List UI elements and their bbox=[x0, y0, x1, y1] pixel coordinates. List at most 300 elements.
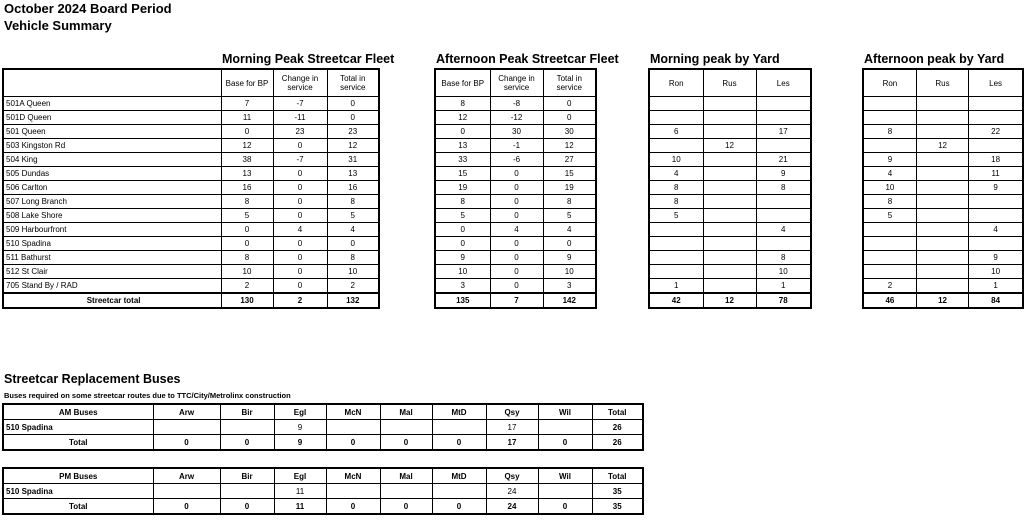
table-row bbox=[3, 111, 379, 125]
afternoon-fleet-table bbox=[434, 68, 597, 309]
cell-value: 30 bbox=[490, 125, 543, 139]
table-row bbox=[3, 251, 379, 265]
cell-value bbox=[916, 97, 968, 111]
cell-value: 10 bbox=[327, 265, 379, 279]
column-header: Total in service bbox=[327, 69, 379, 97]
bus-total-value: 35 bbox=[592, 499, 643, 515]
cell-value: 4 bbox=[543, 223, 596, 237]
table-row bbox=[863, 139, 1023, 153]
cell-value: -7 bbox=[273, 153, 327, 167]
cell-value: 4 bbox=[649, 167, 703, 181]
garage-header: Mal bbox=[380, 404, 432, 420]
cell-value bbox=[703, 111, 756, 125]
page-title: October 2024 Board Period bbox=[4, 1, 172, 16]
bus-total-value: 0 bbox=[380, 435, 432, 451]
cell-value: -7 bbox=[273, 97, 327, 111]
cell-value: 8 bbox=[863, 195, 916, 209]
cell-value: 0 bbox=[273, 181, 327, 195]
cell-value bbox=[863, 237, 916, 251]
garage-header: McN bbox=[326, 404, 380, 420]
garage-header: MtD bbox=[432, 404, 486, 420]
cell-value bbox=[649, 237, 703, 251]
table-row bbox=[435, 265, 596, 279]
table-row bbox=[863, 181, 1023, 195]
route-name: 508 Lake Shore bbox=[3, 209, 221, 223]
cell-value: 10 bbox=[435, 265, 490, 279]
bus-total-row bbox=[3, 435, 643, 451]
cell-value bbox=[756, 111, 811, 125]
cell-value: 17 bbox=[756, 125, 811, 139]
cell-value: 12 bbox=[435, 111, 490, 125]
cell-value: 8 bbox=[435, 97, 490, 111]
bus-total-value: 0 bbox=[326, 499, 380, 515]
cell-value: 0 bbox=[543, 237, 596, 251]
bus-total-value: 0 bbox=[153, 435, 220, 451]
bus-cell: 35 bbox=[592, 484, 643, 499]
cell-value: 4 bbox=[969, 223, 1023, 237]
cell-value: -6 bbox=[490, 153, 543, 167]
cell-value: 1 bbox=[969, 279, 1023, 294]
cell-value: 0 bbox=[273, 279, 327, 294]
cell-value: 5 bbox=[543, 209, 596, 223]
cell-value: 0 bbox=[221, 237, 273, 251]
cell-value: 0 bbox=[221, 125, 273, 139]
column-header: Les bbox=[756, 69, 811, 97]
bus-cell bbox=[220, 484, 274, 499]
cell-value: 0 bbox=[273, 209, 327, 223]
afternoon-yard-title: Afternoon peak by Yard bbox=[864, 52, 1005, 66]
route-header-blank bbox=[3, 69, 221, 97]
cell-value: -8 bbox=[490, 97, 543, 111]
cell-value bbox=[703, 223, 756, 237]
cell-value: 19 bbox=[543, 181, 596, 195]
total-row bbox=[863, 293, 1023, 308]
bus-cell bbox=[538, 484, 592, 499]
table-row bbox=[435, 209, 596, 223]
cell-value: 4 bbox=[490, 223, 543, 237]
bus-cell bbox=[380, 420, 432, 435]
table-row bbox=[3, 279, 379, 294]
bus-total-value: 26 bbox=[592, 435, 643, 451]
route-name: 507 Long Branch bbox=[3, 195, 221, 209]
cell-value bbox=[916, 251, 968, 265]
cell-value: 6 bbox=[649, 125, 703, 139]
cell-value: 0 bbox=[490, 181, 543, 195]
table-row bbox=[435, 111, 596, 125]
cell-value: 8 bbox=[221, 251, 273, 265]
total-value: 46 bbox=[863, 293, 916, 308]
bus-total-value: 0 bbox=[220, 435, 274, 451]
cell-value: 7 bbox=[221, 97, 273, 111]
route-name: 506 Carlton bbox=[3, 181, 221, 195]
route-name: 509 Harbourfront bbox=[3, 223, 221, 237]
column-header: Change in service bbox=[273, 69, 327, 97]
cell-value bbox=[703, 265, 756, 279]
total-value: 84 bbox=[969, 293, 1023, 308]
garage-header: Bir bbox=[220, 404, 274, 420]
bus-route-row bbox=[3, 420, 643, 435]
cell-value bbox=[703, 97, 756, 111]
morning-fleet-table bbox=[2, 68, 380, 309]
cell-value bbox=[756, 139, 811, 153]
cell-value: 9 bbox=[969, 251, 1023, 265]
table-row bbox=[863, 97, 1023, 111]
buses-title: Streetcar Replacement Buses bbox=[4, 372, 181, 386]
cell-value: 5 bbox=[221, 209, 273, 223]
route-name: 504 King bbox=[3, 153, 221, 167]
cell-value: 9 bbox=[435, 251, 490, 265]
cell-value bbox=[969, 139, 1023, 153]
table-row bbox=[435, 167, 596, 181]
total-value: 142 bbox=[543, 293, 596, 308]
table-row bbox=[649, 167, 811, 181]
cell-value bbox=[916, 195, 968, 209]
bus-route-row bbox=[3, 484, 643, 499]
table-row bbox=[863, 125, 1023, 139]
cell-value bbox=[916, 167, 968, 181]
cell-value: 0 bbox=[327, 237, 379, 251]
cell-value: 0 bbox=[327, 97, 379, 111]
cell-value: 8 bbox=[756, 181, 811, 195]
cell-value bbox=[863, 139, 916, 153]
cell-value: 5 bbox=[649, 209, 703, 223]
column-header: Change in service bbox=[490, 69, 543, 97]
cell-value: 0 bbox=[435, 125, 490, 139]
cell-value bbox=[703, 153, 756, 167]
cell-value: 8 bbox=[649, 181, 703, 195]
column-header: Rus bbox=[916, 69, 968, 97]
cell-value: 0 bbox=[435, 223, 490, 237]
garage-header: Qsy bbox=[486, 404, 538, 420]
cell-value bbox=[916, 153, 968, 167]
column-header: Ron bbox=[649, 69, 703, 97]
cell-value: 9 bbox=[756, 167, 811, 181]
bus-total-row bbox=[3, 499, 643, 515]
cell-value: 0 bbox=[273, 237, 327, 251]
bus-cell: 9 bbox=[274, 420, 326, 435]
bus-cell bbox=[326, 484, 380, 499]
column-header: Les bbox=[969, 69, 1023, 97]
cell-value bbox=[649, 111, 703, 125]
cell-value: 15 bbox=[543, 167, 596, 181]
cell-value: 9 bbox=[863, 153, 916, 167]
total-value: 132 bbox=[327, 293, 379, 308]
cell-value bbox=[863, 265, 916, 279]
bus-total-value: 17 bbox=[486, 435, 538, 451]
cell-value: 0 bbox=[273, 167, 327, 181]
table-row bbox=[863, 153, 1023, 167]
bus-total-value: 0 bbox=[432, 435, 486, 451]
cell-value: 0 bbox=[490, 195, 543, 209]
cell-value: 10 bbox=[649, 153, 703, 167]
am-buses-table bbox=[2, 403, 644, 451]
cell-value bbox=[916, 265, 968, 279]
column-header: Total in service bbox=[543, 69, 596, 97]
cell-value: 2 bbox=[327, 279, 379, 294]
bus-total-value: 0 bbox=[220, 499, 274, 515]
cell-value: 3 bbox=[435, 279, 490, 294]
bus-total-value: 0 bbox=[326, 435, 380, 451]
bus-cell bbox=[153, 484, 220, 499]
cell-value bbox=[916, 237, 968, 251]
route-name: 503 Kingston Rd bbox=[3, 139, 221, 153]
morning-yard-table bbox=[648, 68, 812, 309]
cell-value: 0 bbox=[490, 279, 543, 294]
bus-cell bbox=[432, 420, 486, 435]
cell-value: 10 bbox=[863, 181, 916, 195]
cell-value bbox=[863, 223, 916, 237]
table-row bbox=[435, 139, 596, 153]
bus-cell: 24 bbox=[486, 484, 538, 499]
garage-header: Egl bbox=[274, 468, 326, 484]
bus-route-name: 510 Spadina bbox=[3, 484, 153, 499]
table-row bbox=[435, 195, 596, 209]
table-row bbox=[649, 237, 811, 251]
garage-header: Mal bbox=[380, 468, 432, 484]
cell-value: -12 bbox=[490, 111, 543, 125]
route-name: 501A Queen bbox=[3, 97, 221, 111]
table-row bbox=[435, 153, 596, 167]
cell-value: 18 bbox=[969, 153, 1023, 167]
cell-value: 23 bbox=[273, 125, 327, 139]
bus-total-label: Total bbox=[3, 435, 153, 451]
cell-value: 0 bbox=[221, 223, 273, 237]
cell-value: 8 bbox=[649, 195, 703, 209]
cell-value: 8 bbox=[435, 195, 490, 209]
table-row bbox=[863, 265, 1023, 279]
cell-value bbox=[916, 209, 968, 223]
cell-value: 11 bbox=[969, 167, 1023, 181]
bus-total-label: Total bbox=[3, 499, 153, 515]
garage-header: Arw bbox=[153, 404, 220, 420]
cell-value bbox=[703, 279, 756, 294]
table-row bbox=[649, 223, 811, 237]
total-row bbox=[649, 293, 811, 308]
cell-value: 10 bbox=[969, 265, 1023, 279]
cell-value: 10 bbox=[221, 265, 273, 279]
cell-value bbox=[703, 251, 756, 265]
bus-cell: 11 bbox=[274, 484, 326, 499]
cell-value: 8 bbox=[327, 251, 379, 265]
column-header: Ron bbox=[863, 69, 916, 97]
table-row bbox=[863, 167, 1023, 181]
cell-value bbox=[916, 125, 968, 139]
route-name: 512 St Clair bbox=[3, 265, 221, 279]
cell-value bbox=[916, 111, 968, 125]
cell-value: 10 bbox=[756, 265, 811, 279]
cell-value: 12 bbox=[327, 139, 379, 153]
table-row bbox=[435, 223, 596, 237]
cell-value: 12 bbox=[543, 139, 596, 153]
table-row bbox=[435, 237, 596, 251]
total-value: 42 bbox=[649, 293, 703, 308]
cell-value bbox=[703, 125, 756, 139]
cell-value: 27 bbox=[543, 153, 596, 167]
cell-value: 9 bbox=[969, 181, 1023, 195]
cell-value: 21 bbox=[756, 153, 811, 167]
table-row bbox=[3, 139, 379, 153]
cell-value bbox=[969, 209, 1023, 223]
bus-total-value: 0 bbox=[538, 435, 592, 451]
cell-value: 12 bbox=[916, 139, 968, 153]
garage-header: Arw bbox=[153, 468, 220, 484]
cell-value: 22 bbox=[969, 125, 1023, 139]
route-name: 510 Spadina bbox=[3, 237, 221, 251]
cell-value: 33 bbox=[435, 153, 490, 167]
cell-value: 5 bbox=[863, 209, 916, 223]
cell-value bbox=[649, 265, 703, 279]
table-row bbox=[649, 279, 811, 294]
garage-header: Wil bbox=[538, 468, 592, 484]
route-name: 501 Queen bbox=[3, 125, 221, 139]
cell-value bbox=[703, 209, 756, 223]
cell-value: 1 bbox=[649, 279, 703, 294]
cell-value bbox=[863, 97, 916, 111]
bus-cell bbox=[220, 420, 274, 435]
cell-value bbox=[916, 223, 968, 237]
bus-cell: 17 bbox=[486, 420, 538, 435]
bus-cell bbox=[380, 484, 432, 499]
cell-value bbox=[969, 97, 1023, 111]
bus-cell: 26 bbox=[592, 420, 643, 435]
cell-value: 30 bbox=[543, 125, 596, 139]
cell-value bbox=[756, 209, 811, 223]
bus-cell bbox=[153, 420, 220, 435]
cell-value: 0 bbox=[273, 195, 327, 209]
total-value: 7 bbox=[490, 293, 543, 308]
table-row bbox=[863, 111, 1023, 125]
total-value: 135 bbox=[435, 293, 490, 308]
table-row bbox=[435, 97, 596, 111]
cell-value bbox=[969, 237, 1023, 251]
table-row bbox=[863, 195, 1023, 209]
bus-cell bbox=[326, 420, 380, 435]
table-row bbox=[649, 251, 811, 265]
column-header: Base for BP bbox=[221, 69, 273, 97]
route-name: 501D Queen bbox=[3, 111, 221, 125]
table-row bbox=[649, 97, 811, 111]
cell-value: 0 bbox=[543, 97, 596, 111]
garage-header: McN bbox=[326, 468, 380, 484]
table-row bbox=[649, 125, 811, 139]
cell-value: 8 bbox=[221, 195, 273, 209]
cell-value bbox=[649, 251, 703, 265]
cell-value: 9 bbox=[543, 251, 596, 265]
cell-value: 13 bbox=[221, 167, 273, 181]
bus-total-value: 0 bbox=[538, 499, 592, 515]
cell-value bbox=[756, 97, 811, 111]
table-row bbox=[435, 125, 596, 139]
cell-value: -11 bbox=[273, 111, 327, 125]
bus-route-name: 510 Spadina bbox=[3, 420, 153, 435]
table-row bbox=[649, 195, 811, 209]
table-row bbox=[3, 97, 379, 111]
cell-value: 0 bbox=[327, 111, 379, 125]
cell-value: 16 bbox=[221, 181, 273, 195]
bus-header-row bbox=[3, 404, 643, 420]
total-value: 2 bbox=[273, 293, 327, 308]
buses-note: Buses required on some streetcar routes due to TTC/City/Metrolinx construction bbox=[4, 391, 291, 400]
cell-value: 2 bbox=[221, 279, 273, 294]
bus-total-value: 9 bbox=[274, 435, 326, 451]
cell-value: 15 bbox=[435, 167, 490, 181]
table-row bbox=[435, 279, 596, 294]
cell-value: -1 bbox=[490, 139, 543, 153]
cell-value: 8 bbox=[863, 125, 916, 139]
garage-header: Bir bbox=[220, 468, 274, 484]
bus-cell bbox=[538, 420, 592, 435]
morning-fleet-title: Morning Peak Streetcar Fleet bbox=[222, 52, 395, 66]
bus-total-value: 24 bbox=[486, 499, 538, 515]
garage-header: Qsy bbox=[486, 468, 538, 484]
table-row bbox=[649, 209, 811, 223]
cell-value bbox=[916, 279, 968, 294]
cell-value: 13 bbox=[327, 167, 379, 181]
cell-value: 2 bbox=[863, 279, 916, 294]
table-row bbox=[3, 237, 379, 251]
total-value: 78 bbox=[756, 293, 811, 308]
morning-yard-title: Morning peak by Yard bbox=[650, 52, 780, 66]
cell-value: 0 bbox=[490, 237, 543, 251]
cell-value bbox=[703, 195, 756, 209]
cell-value: 3 bbox=[543, 279, 596, 294]
cell-value: 19 bbox=[435, 181, 490, 195]
bus-total-value: 0 bbox=[432, 499, 486, 515]
table-row bbox=[3, 223, 379, 237]
cell-value: 4 bbox=[327, 223, 379, 237]
cell-value: 23 bbox=[327, 125, 379, 139]
total-label: Streetcar total bbox=[3, 293, 221, 308]
cell-value: 38 bbox=[221, 153, 273, 167]
cell-value: 1 bbox=[756, 279, 811, 294]
total-value: 130 bbox=[221, 293, 273, 308]
table-row bbox=[649, 265, 811, 279]
table-row bbox=[649, 153, 811, 167]
cell-value: 0 bbox=[543, 111, 596, 125]
cell-value bbox=[863, 251, 916, 265]
cell-value: 0 bbox=[490, 265, 543, 279]
cell-value: 16 bbox=[327, 181, 379, 195]
cell-value: 4 bbox=[273, 223, 327, 237]
cell-value: 8 bbox=[756, 251, 811, 265]
table-row bbox=[863, 279, 1023, 294]
cell-value: 31 bbox=[327, 153, 379, 167]
cell-value: 0 bbox=[490, 251, 543, 265]
afternoon-yard-table bbox=[862, 68, 1024, 309]
cell-value bbox=[756, 237, 811, 251]
cell-value: 4 bbox=[756, 223, 811, 237]
total-value: 12 bbox=[916, 293, 968, 308]
cell-value: 0 bbox=[435, 237, 490, 251]
table-row bbox=[863, 237, 1023, 251]
cell-value: 0 bbox=[490, 167, 543, 181]
total-row bbox=[3, 293, 379, 308]
cell-value bbox=[916, 181, 968, 195]
table-row bbox=[3, 265, 379, 279]
cell-value: 5 bbox=[435, 209, 490, 223]
table-row bbox=[863, 223, 1023, 237]
cell-value bbox=[969, 111, 1023, 125]
cell-value bbox=[703, 181, 756, 195]
garage-header: Total bbox=[592, 468, 643, 484]
table-row bbox=[3, 125, 379, 139]
cell-value: 0 bbox=[273, 139, 327, 153]
route-name: 705 Stand By / RAD bbox=[3, 279, 221, 294]
bus-header-row bbox=[3, 468, 643, 484]
bus-period-label: PM Buses bbox=[3, 468, 153, 484]
table-row bbox=[3, 209, 379, 223]
table-row bbox=[863, 209, 1023, 223]
